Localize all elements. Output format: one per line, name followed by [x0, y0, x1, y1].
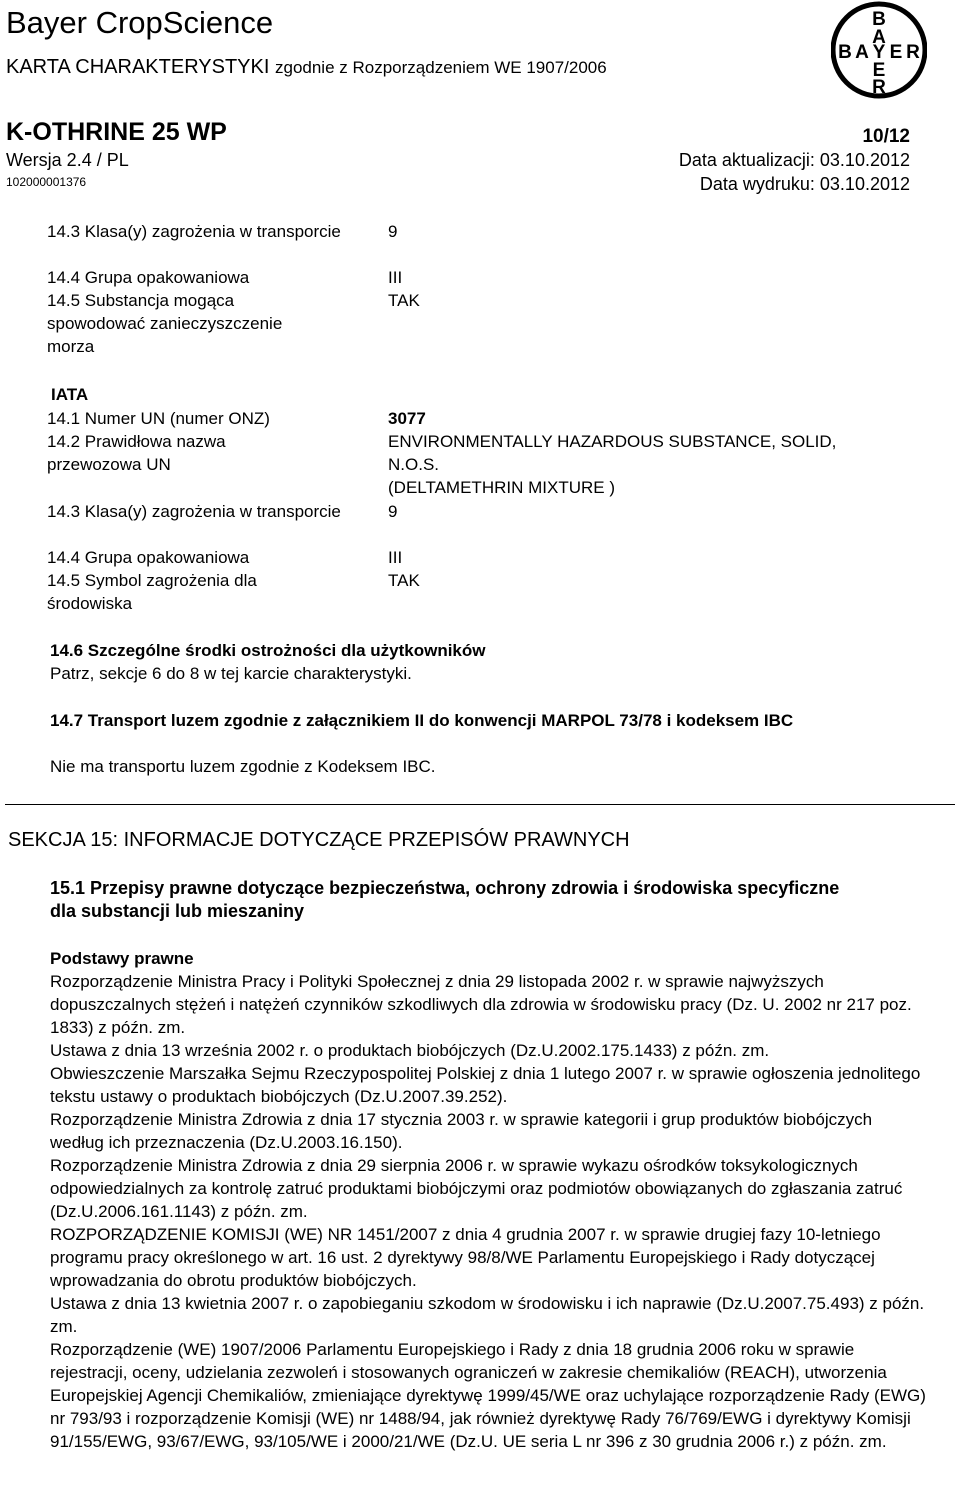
document-title — [6, 56, 607, 79]
iata-un-number-label: 14.1 Numer UN (numer ONZ) — [47, 409, 270, 428]
legal-basis-heading: Podstawy prawne — [50, 949, 194, 968]
imdg-packing-value: III — [388, 268, 403, 287]
iata-env-hazard-label: 14.5 Symbol zagrożenia dla środowiska — [47, 571, 257, 613]
document-code: 102000001376 — [6, 175, 87, 189]
imdg-class-value: 9 — [388, 222, 398, 241]
iata-class-value: 9 — [388, 502, 398, 521]
logo-letter-r-bottom: R — [872, 77, 886, 98]
legal-basis-text: Rozporządzenie Ministra Pracy i Polityki Społecznej z dnia 29 listopada 2002 r. w sprawie najwyższych dopuszczalnych stężeń i natężeń czynników szkodliwych dla zdrowia w środowisku pracy (Dz. U. 2002 nr 217 poz. 1833) z późn. zm. Ustawa z dnia 13 września 2002 r. o produktach biobójczych (Dz.U.2002.175.1433) z późn. zm. Obwieszczenie Marszałka Sejmu Rzeczypospolitej Polskiej z dnia 1 lutego 2007 r. w sprawie ogłoszenia jednolitego tekstu ustawy o produktach biobójczych (Dz.U.2007.39.252). Rozporządzenie Ministra Zdrowia z dnia 17 stycznia 2003 r. w sprawie kategorii i grup produktów biobójczych według ich przeznaczenia (Dz.U.2003.16.150). Rozporządzenie Ministra Zdrowia z dnia 29 sierpnia 2006 r. w sprawie wykazu ośrodków toksykologicznych odpowiedzialnych za kontrolę zatruć produktami biobójczymi oraz podmiotów obowiązanych do zgłaszania zatruć (Dz.U.2006.161.1143) z późn. zm. ROZPORZĄDZENIE KOMISJI (WE) NR 1451/2007 z dnia 4 grudnia 2007 r. w sprawie drugiej fazy 10-letniego programu pracy określonego w art. 16 ust. 2 dyrektywy 98/8/WE Parlamentu Europejskiego i Rady dotyczącej wprowadzania do obrotu produktów biobójczych. Ustawa z dnia 13 kwietnia 2007 r. o zapobieganiu szkodom w środowisku i ich naprawie (Dz.U.2007.75.493) z późn. zm. Rozporządzenie (WE) 1907/2006 Parlamentu Europejskiego i Rady z dnia 18 grudnia 2006 roku w sprawie rejestracji, oceny, udzielania zezwoleń i stosowanych ograniczeń w zakresie chemikaliów (REACH), utworzenia Europejskiej Agencji Chemikaliów, zmieniające dyrektywę 1999/45/WE oraz uchylające rozporządzenie Rady (EWG) nr 793/93 i rozporządzenie Komisji (WE) nr 1488/94, jak również dyrektywę Rady 76/769/EWG i dyrektywy Komisji 91/155/EWG, 93/67/EWG, 93/105/WE i 2000/21/WE (Dz.U. UE seria L nr 396 z 30 grudnia 2006 r.) z późn. zm. — [50, 972, 926, 1451]
imdg-marine-pollutant-value: TAK — [388, 291, 420, 310]
section-divider — [5, 804, 955, 805]
bayer-logo — [831, 0, 927, 100]
iata-un-number-value: 3077 — [388, 409, 426, 428]
logo-letter-b-left: B — [838, 42, 852, 63]
iata-packing-label: 14.4 Grupa opakowaniowa — [47, 548, 250, 567]
iata-shipping-name-label: 14.2 Prawidłowa nazwa przewozowa UN — [47, 432, 226, 474]
logo-letter-b-top: B — [872, 9, 886, 30]
logo-letter-e-bottom: E — [872, 60, 886, 81]
imdg-class-label: 14.3 Klasa(y) zagrożenia w transporcie — [47, 222, 341, 241]
product-name: K-OTHRINE 25 WP — [6, 118, 227, 146]
logo-letter-y: Y — [872, 42, 886, 63]
version-lang: / PL — [96, 150, 129, 170]
version-number: Wersja 2.4 — [6, 150, 92, 170]
logo-letter-e-right: E — [889, 42, 903, 63]
iata-shipping-name-value: ENVIRONMENTALLY HAZARDOUS SUBSTANCE, SOLID, N.O.S. (DELTAMETHRIN MIXTURE ) — [388, 432, 837, 497]
imdg-packing-label: 14.4 Grupa opakowaniowa — [47, 268, 250, 287]
company-name: Bayer CropScience — [6, 5, 274, 40]
section-14-7-text: Nie ma transportu luzem zgodnie z Kodeksem IBC. — [50, 757, 436, 776]
document-title-main: KARTA CHARAKTERYSTYKI — [6, 56, 270, 78]
iata-heading: IATA — [51, 385, 89, 404]
print-date: Data wydruku: 03.10.2012 — [699, 174, 910, 194]
logo-letter-r-right: R — [906, 42, 920, 63]
logo-letter-a-left: A — [855, 42, 869, 63]
document-title-sub: zgodnie z Rozporządzeniem WE 1907/2006 — [274, 58, 607, 77]
version — [6, 150, 129, 171]
logo-letter-a-top: A — [872, 27, 886, 48]
update-date: Data aktualizacji: 03.10.2012 — [678, 150, 910, 170]
section-14-7-heading: 14.7 Transport luzem zgodnie z załącznikiem II do konwencji MARPOL 73/78 i kodeksem IBC — [50, 711, 794, 730]
iata-packing-value: III — [388, 548, 403, 567]
section-14-6-heading: 14.6 Szczególne środki ostrożności dla użytkowników — [50, 641, 486, 660]
imdg-marine-pollutant-label: 14.5 Substancja mogąca spowodować zanieczyszczenie morza — [47, 291, 283, 356]
iata-env-hazard-value: TAK — [388, 571, 420, 590]
section-14-6-text: Patrz, sekcje 6 do 8 w tej karcie charakterystyki. — [50, 664, 412, 683]
section-15-title: SEKCJA 15: INFORMACJE DOTYCZĄCE PRZEPISÓW PRAWNYCH — [8, 829, 630, 851]
section-15-1-heading: 15.1 Przepisy prawne dotyczące bezpieczeństwa, ochrony zdrowia i środowiska specyficzne dla substancji lub mieszaniny — [50, 878, 840, 921]
iata-class-label: 14.3 Klasa(y) zagrożenia w transporcie — [47, 502, 341, 521]
page-number: 10/12 — [862, 126, 910, 147]
